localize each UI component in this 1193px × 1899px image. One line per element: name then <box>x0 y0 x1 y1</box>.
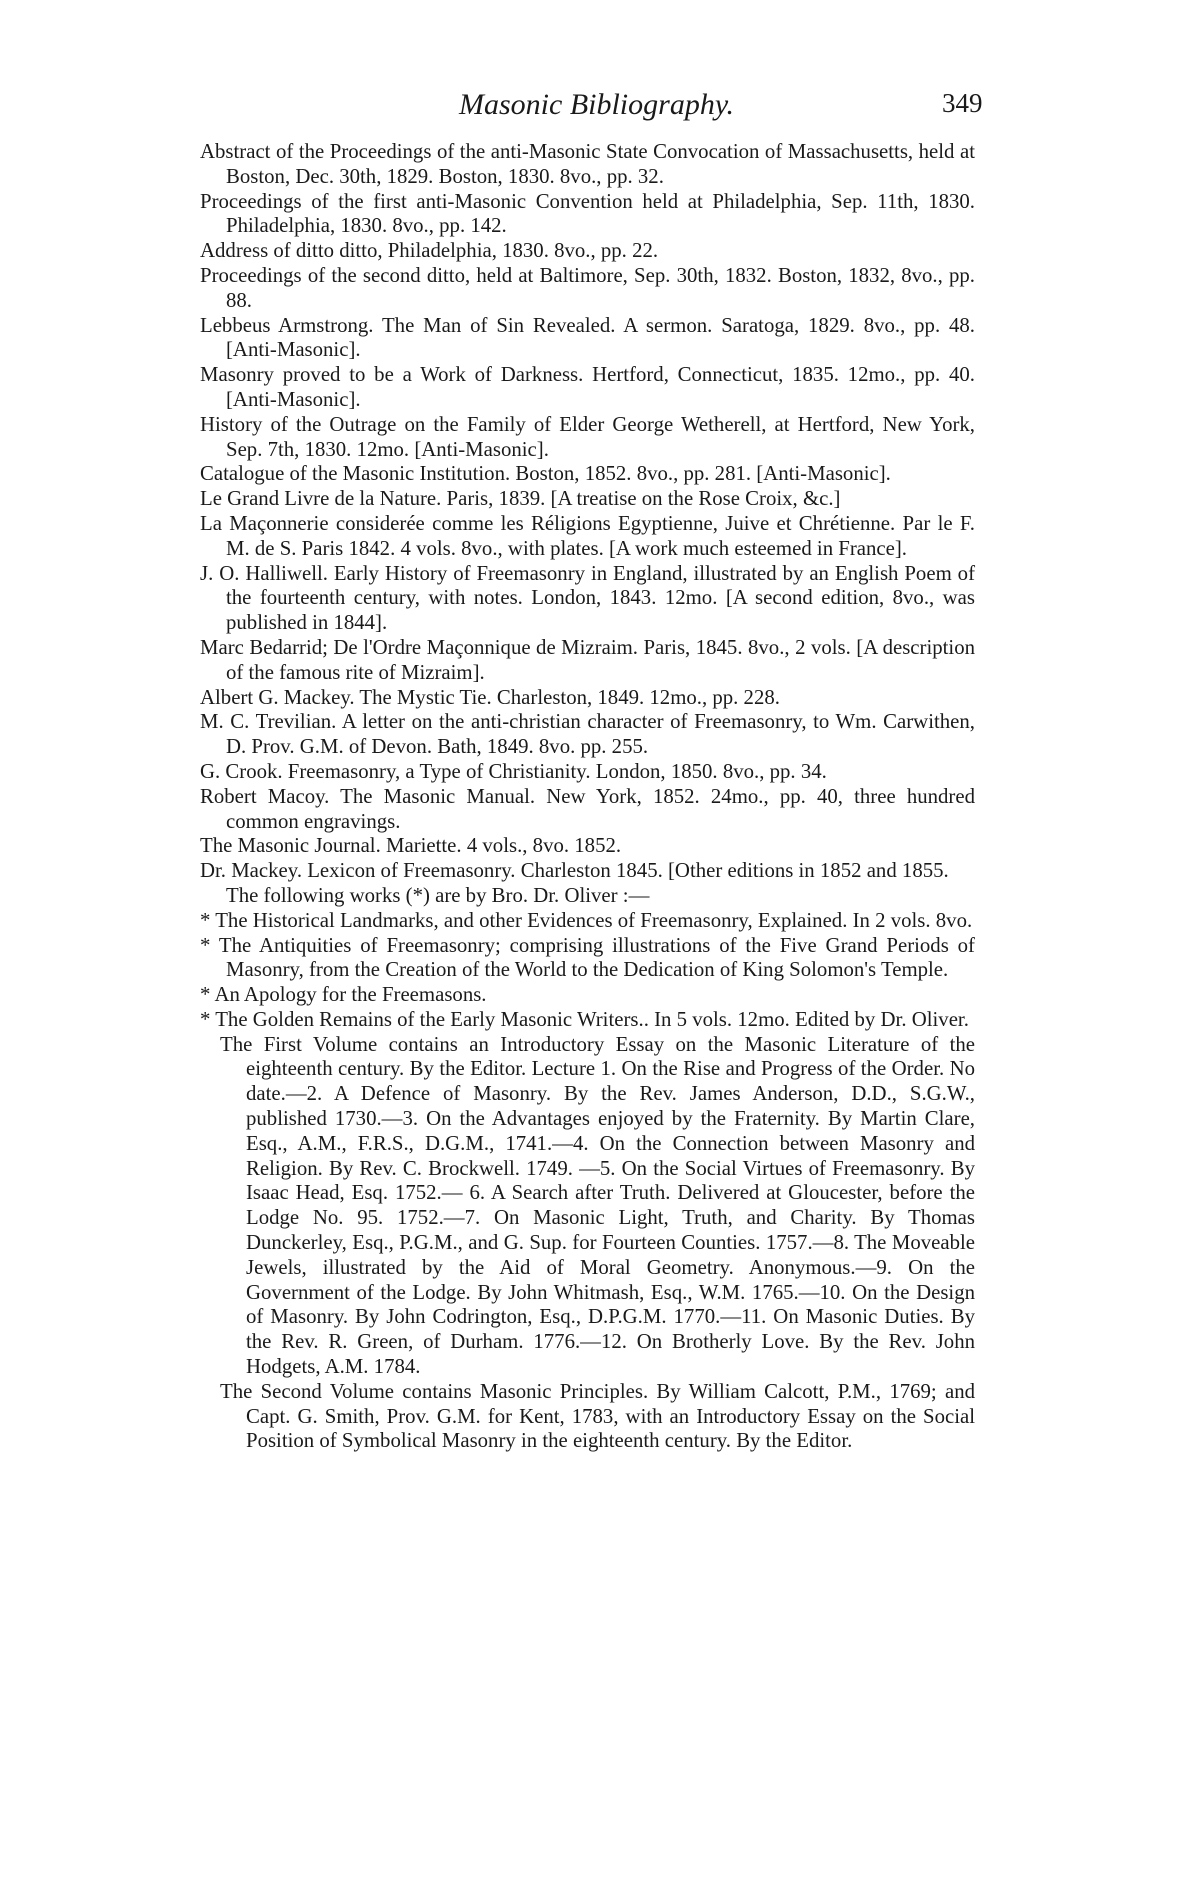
bibliography-entry: La Maçonnerie considerée comme les Réligions Egyptienne, Juive et Chrétienne. Par le F. M. de S. Paris 1842. 4 vols. 8vo., with plates. [A work much esteemed in France]. <box>200 511 975 560</box>
oliver-work-entry: * The Golden Remains of the Early Masonic Writers.. In 5 vols. 12mo. Edited by Dr. Oliver. <box>200 1007 969 1031</box>
bibliography-entry: Lebbeus Armstrong. The Man of Sin Revealed. A sermon. Saratoga, 1829. 8vo., pp. 48. [Anti-Masonic]. <box>200 313 975 362</box>
oliver-work-entry: * The Historical Landmarks, and other Evidences of Freemasonry, Explained. In 2 vols. 8vo. <box>200 908 973 932</box>
following-works-note: The following works (*) are by Bro. Dr. Oliver :— <box>226 883 650 907</box>
running-title: Masonic Bibliography. <box>459 88 734 121</box>
bibliography-entry: Robert Macoy. The Masonic Manual. New York, 1852. 24mo., pp. 40, three hundred common engravings. <box>200 784 975 833</box>
running-header <box>0 88 1193 140</box>
bibliography-entry: M. C. Trevilian. A letter on the anti-christian character of Freemasonry, to Wm. Carwithen, D. Prov. G.M. of Devon. Bath, 1849. 8vo. pp. 255. <box>200 710 975 759</box>
bibliography-body <box>200 140 975 1454</box>
bibliography-entry: Dr. Mackey. Lexicon of Freemasonry. Charleston 1845. [Other editions in 1852 and 1855. <box>200 859 949 883</box>
oliver-work-entry: * An Apology for the Freemasons. <box>200 983 487 1007</box>
bibliography-entry: Proceedings of the second ditto, held at Baltimore, Sep. 30th, 1832. Boston, 1832, 8vo., pp. 88. <box>200 263 975 312</box>
bibliography-entry: Address of ditto ditto, Philadelphia, 1830. 8vo., pp. 22. <box>200 239 659 263</box>
bibliography-entry: The Masonic Journal. Mariette. 4 vols., 8vo. 1852. <box>200 834 622 858</box>
bibliography-entry: Albert G. Mackey. The Mystic Tie. Charleston, 1849. 12mo., pp. 228. <box>200 685 780 709</box>
page-number: 349 <box>942 88 983 118</box>
bibliography-entry: Abstract of the Proceedings of the anti-Masonic State Convocation of Massachusetts, held at Boston, Dec. 30th, 1829. Boston, 1830. 8vo., pp. 32. <box>200 140 975 188</box>
bibliography-entry: G. Crook. Freemasonry, a Type of Christianity. London, 1850. 8vo., pp. 34. <box>200 759 827 783</box>
oliver-work-entry: * The Antiquities of Freemasonry; comprising illustrations of the Five Grand Periods of Masonry, from the Creation of the World to the Dedication of King Solomon's Temple. <box>200 933 975 982</box>
volume-note: The Second Volume contains Masonic Principles. By William Calcott, P.M., 1769; and Capt. G. Smith, Prov. G.M. for Kent, 1783, with an Introductory Essay on the Social Position of Symbolical Masonry in the eighteenth century. By the Editor. <box>220 1379 975 1453</box>
volume-note: The First Volume contains an Introductory Essay on the Masonic Literature of the eighteenth century. By the Editor. Lecture 1. On the Rise and Progress of the Order. No date.—2. A Defence of Masonry. By the Rev. James Anderson, D.D., S.G.W., published 1730.—3. On the Advantages enjoyed by the Fraternity. By Martin Clare, Esq., A.M., F.R.S., D.G.M., 1741.—4. On the Connection between Masonry and Religion. By Rev. C. Brockwell. 1749. —5. On the Social Virtues of Freemasonry. By Isaac Head, Esq. 1752.— 6. A Search after Truth. Delivered at Gloucester, before the Lodge No. 95. 1752.—7. On Masonic Light, Truth, and Charity. By Thomas Dunckerley, Esq., P.G.M., and G. Sup. for Fourteen Counties. 1757.—8. The Moveable Jewels, illustrated by the Aid of Moral Geometry. Anonymous.—9. On the Government of the Lodge. By John Whitmash, Esq., W.M. 1765.—10. On the Design of Masonry. By John Codrington, Esq., D.P.G.M. 1770.—11. On Masonic Duties. By the Rev. R. Green, of Durham. 1776.—12. On Brotherly Love. By the Rev. John Hodgets, A.M. 1784. <box>220 1032 975 1379</box>
bibliography-entry: Catalogue of the Masonic Institution. Boston, 1852. 8vo., pp. 281. [Anti-Masonic]. <box>200 462 891 486</box>
bibliography-entry: History of the Outrage on the Family of Elder George Wetherell, at Hertford, New York, Sep. 7th, 1830. 12mo. [Anti-Masonic]. <box>200 412 975 461</box>
bibliography-entry: Le Grand Livre de la Nature. Paris, 1839. [A treatise on the Rose Croix, &c.] <box>200 487 841 511</box>
bibliography-entry: Masonry proved to be a Work of Darkness. Hertford, Connecticut, 1835. 12mo., pp. 40. [Anti-Masonic]. <box>200 363 975 411</box>
bibliography-entry: Proceedings of the first anti-Masonic Convention held at Philadelphia, Sep. 11th, 1830. Philadelphia, 1830. 8vo., pp. 142. <box>200 189 975 238</box>
bibliography-entry: Marc Bedarrid; De l'Ordre Maçonnique de Mizraim. Paris, 1845. 8vo., 2 vols. [A description of the famous rite of Mizraim]. <box>200 635 975 684</box>
bibliography-entry: J. O. Halliwell. Early History of Freemasonry in England, illustrated by an English Poem of the fourteenth century, with notes. London, 1843. 12mo. [A second edition, 8vo., was published in 1844]. <box>200 561 975 635</box>
